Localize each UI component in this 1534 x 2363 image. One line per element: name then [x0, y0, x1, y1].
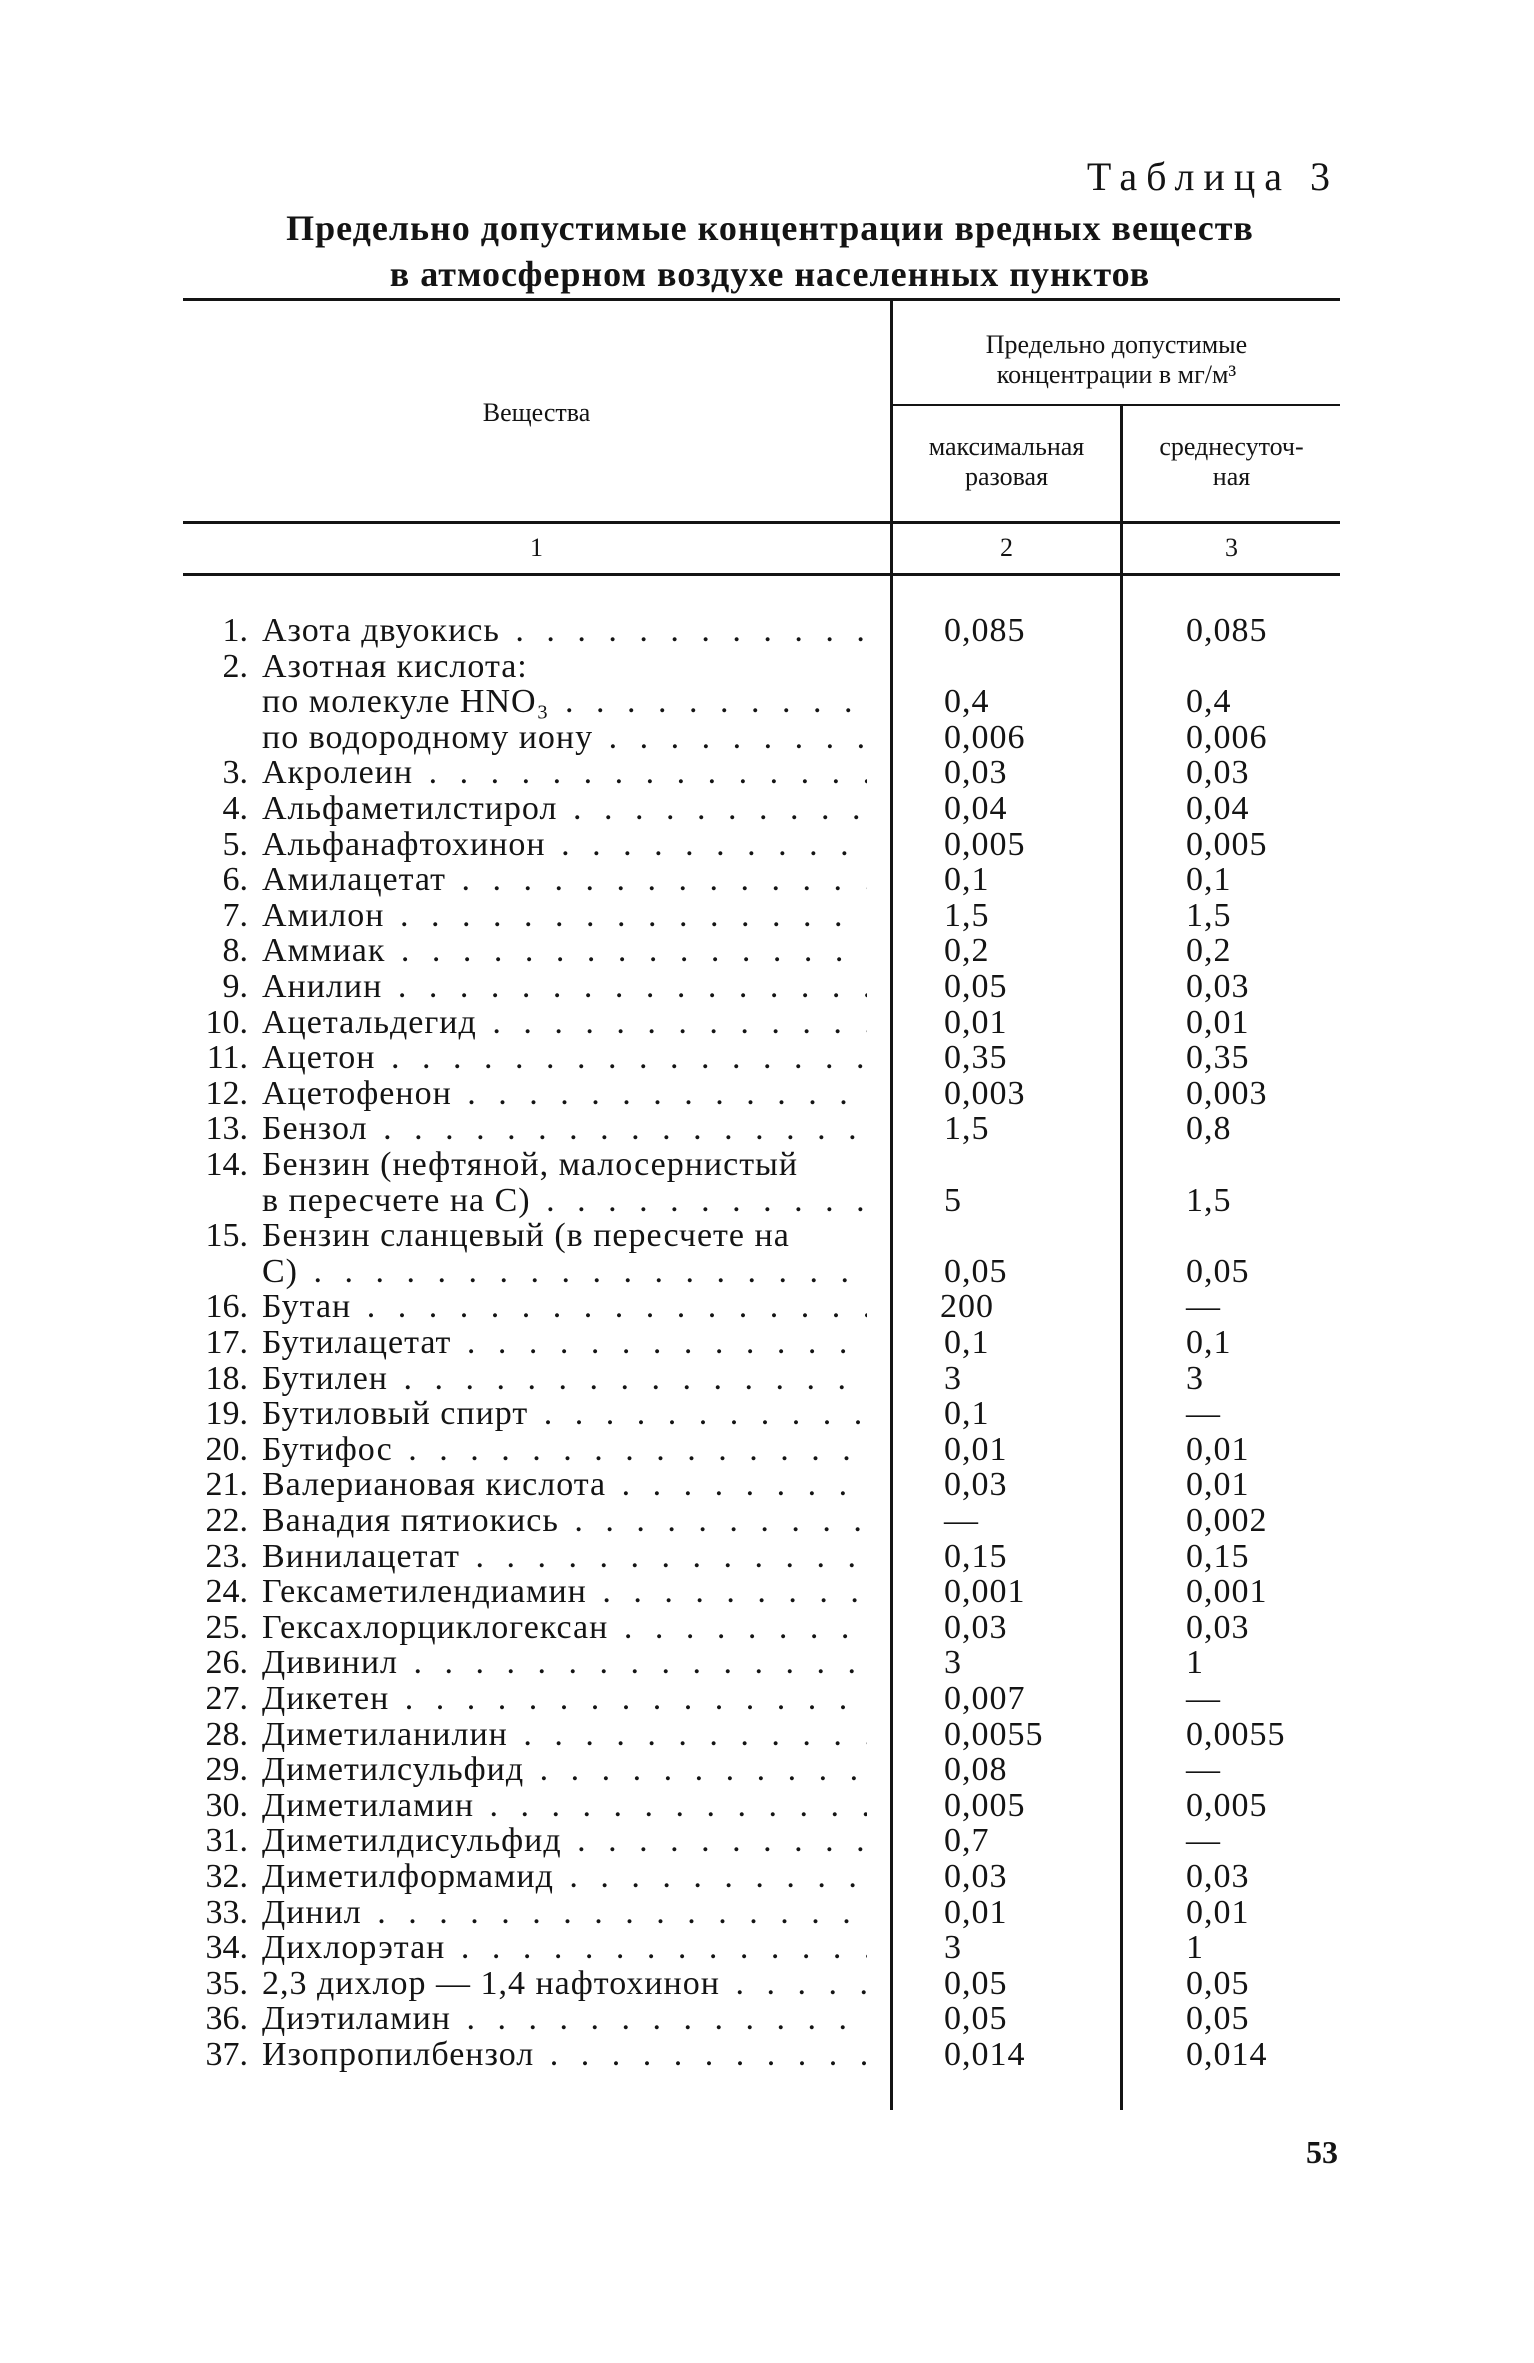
row-number: 34. [205, 1929, 248, 1967]
table-row [0, 2001, 1534, 2037]
substance-name: в пересчете на С) . . . [262, 1183, 867, 1219]
table-row [0, 613, 1534, 649]
column-number-rule [183, 573, 1340, 576]
header-concentration-group [893, 330, 1340, 390]
table-row [0, 2037, 1534, 2073]
avg-daily-value: 0,03 [1186, 754, 1250, 792]
header-avg-daily [1123, 432, 1340, 492]
table-title-line-1: Предельно допустимые концентрации вредных веществ [286, 208, 1254, 248]
max-single-value: 0,04 [944, 790, 1008, 827]
table-row [0, 1574, 1534, 1610]
table-row [0, 1111, 1534, 1147]
max-single-value: 0,01 [944, 1893, 1008, 1931]
avg-daily-value: — [1186, 1751, 1221, 1789]
max-single-value: 0,006 [944, 718, 1026, 756]
row-number: 23. [205, 1537, 248, 1575]
avg-daily-value: — [1186, 1680, 1221, 1717]
row-number: 29. [205, 1751, 248, 1789]
avg-daily-value: 1 [1186, 1644, 1204, 1682]
table-row [0, 1645, 1534, 1681]
max-single-value: 0,4 [944, 683, 990, 721]
substance-name: Валериановая кислота . . . [262, 1467, 867, 1503]
row-number: 27. [205, 1680, 248, 1717]
avg-daily-value: 1,5 [1186, 896, 1232, 934]
avg-daily-value: 0,014 [1186, 2036, 1268, 2073]
substance-name: Аммиак . . . [262, 933, 867, 969]
table-row [0, 1895, 1534, 1931]
max-single-value: 0,001 [944, 1573, 1026, 1611]
max-single-value: 0,35 [944, 1039, 1008, 1077]
row-number: 28. [205, 1715, 248, 1753]
table-row [0, 862, 1534, 898]
max-single-value: 0,0055 [944, 1715, 1044, 1753]
avg-daily-value: 0,03 [1186, 1858, 1250, 1895]
substance-name: Амилацетат . . . [262, 862, 867, 898]
row-number: 17. [205, 1324, 248, 1361]
avg-daily-value: 0,01 [1186, 1466, 1250, 1504]
row-number: 13. [205, 1110, 248, 1148]
row-number: 8. [222, 932, 248, 970]
row-number: 35. [205, 1964, 248, 2002]
header-max-line-1: максимальная [928, 432, 1085, 461]
substance-name: Бензин (нефтяной, малосернистый [262, 1147, 799, 1183]
row-number: 36. [205, 2000, 248, 2038]
avg-daily-value: 3 [1186, 1359, 1204, 1397]
row-number: 24. [205, 1573, 248, 1611]
table-row [0, 649, 1534, 685]
row-number: 9. [222, 968, 248, 1005]
avg-daily-value: — [1186, 1822, 1221, 1860]
avg-daily-value: 0,4 [1186, 683, 1232, 721]
table-row [0, 684, 1534, 720]
header-substances: Вещества [482, 398, 591, 427]
table-row [0, 1930, 1534, 1966]
substance-name: по молекуле HNO₃ . . . [262, 684, 867, 720]
table-top-rule [183, 298, 1340, 301]
avg-daily-value: 0,03 [1186, 968, 1250, 1005]
row-number: 19. [205, 1395, 248, 1433]
table-row [0, 1040, 1534, 1076]
max-single-value: 0,1 [944, 1395, 990, 1433]
substance-name: Диметиланилин . . . [262, 1717, 867, 1753]
table-row [0, 1752, 1534, 1788]
substance-name: Анилин . . . [262, 969, 867, 1005]
row-number: 16. [205, 1288, 248, 1326]
column-number-3: 3 [1225, 533, 1238, 562]
max-single-value: 0,2 [944, 932, 990, 970]
substance-name: Диэтиламин . . . [262, 2001, 867, 2037]
substance-name: Бутилен . . . [262, 1361, 867, 1397]
substance-name: Динил . . . [262, 1895, 867, 1931]
page-number: 53 [1306, 2134, 1338, 2170]
substance-name: Изопропилбензол . . . [262, 2037, 867, 2073]
header-avg-line-1: среднесуточ- [1159, 432, 1304, 461]
max-single-value: 0,05 [944, 1252, 1008, 1290]
max-single-value: 0,03 [944, 754, 1008, 792]
max-single-value: 5 [944, 1181, 962, 1219]
avg-daily-value: 0,35 [1186, 1039, 1250, 1077]
avg-daily-value: 0,8 [1186, 1110, 1232, 1148]
max-single-value: 0,003 [944, 1074, 1026, 1112]
avg-daily-value: 0,005 [1186, 825, 1268, 863]
substance-name: Дивинил . . . [262, 1645, 867, 1681]
avg-daily-value: 0,01 [1186, 1893, 1250, 1931]
substance-name: Азотная кислота: [262, 648, 528, 685]
header-concentration-line-2: концентрации в мг/м³ [996, 360, 1237, 389]
avg-daily-value: 0,01 [1186, 1430, 1250, 1468]
max-single-value: 0,005 [944, 1786, 1026, 1824]
max-single-value: 200 [940, 1288, 994, 1326]
table-row [0, 1859, 1534, 1895]
max-single-value: 0,1 [944, 861, 990, 899]
table-row [0, 1361, 1534, 1397]
row-number: 31. [205, 1822, 248, 1860]
substance-name: Ацетофенон . . . [262, 1076, 867, 1112]
avg-daily-value: 0,006 [1186, 718, 1268, 756]
max-single-value: — [944, 1502, 979, 1539]
substance-name: Гексаметилендиамин . . . [262, 1574, 867, 1610]
substance-name: Альфанафтохинон . . . [262, 827, 867, 863]
row-number: 11. [206, 1039, 248, 1077]
max-single-value: 0,007 [944, 1680, 1026, 1717]
row-number: 14. [205, 1146, 248, 1183]
table-row [0, 1681, 1534, 1717]
table-row [0, 969, 1534, 1005]
table-row [0, 827, 1534, 863]
max-single-value: 0,01 [944, 1003, 1008, 1041]
substance-name: Диметилсульфид . . . [262, 1752, 867, 1788]
max-single-value: 0,005 [944, 825, 1026, 863]
row-number: 6. [222, 861, 248, 899]
row-number: 10. [205, 1003, 248, 1041]
table-row [0, 1467, 1534, 1503]
table-row [0, 1717, 1534, 1753]
avg-daily-value: 0,05 [1186, 1964, 1250, 2002]
table-row [0, 1325, 1534, 1361]
substance-name: Диметилдисульфид . . . [262, 1823, 867, 1859]
avg-daily-value: 0,002 [1186, 1502, 1268, 1539]
table-row [0, 1076, 1534, 1112]
table-row [0, 1539, 1534, 1575]
substance-name: Бутан . . . [262, 1289, 867, 1325]
row-number: 33. [205, 1893, 248, 1931]
table-row [0, 1183, 1534, 1219]
substance-name: Ацетальдегид . . . [262, 1005, 867, 1041]
row-number: 25. [205, 1608, 248, 1646]
avg-daily-value: 1 [1186, 1929, 1204, 1967]
row-number: 26. [205, 1644, 248, 1682]
substance-name: Ацетон . . . [262, 1040, 867, 1076]
header-max-single [893, 432, 1120, 492]
substance-name: Диметилформамид . . . [262, 1859, 867, 1895]
row-number: 5. [222, 825, 248, 863]
max-single-value: 3 [944, 1359, 962, 1397]
substance-name: Ванадия пятиокись . . . [262, 1503, 867, 1539]
substance-name: Азота двуокись . . . [262, 613, 867, 649]
substance-name: Бутиловый спирт . . . [262, 1396, 867, 1432]
header-avg-line-2: ная [1212, 462, 1251, 491]
row-number: 15. [205, 1217, 248, 1255]
table-row [0, 1005, 1534, 1041]
row-number: 12. [205, 1074, 248, 1112]
avg-daily-value: 0,1 [1186, 1324, 1232, 1361]
row-number: 7. [222, 896, 248, 934]
avg-daily-value: 0,003 [1186, 1074, 1268, 1112]
max-single-value: 3 [944, 1929, 962, 1967]
header-max-line-2: разовая [964, 462, 1049, 491]
avg-daily-value: 0,05 [1186, 1252, 1250, 1290]
column-number-1: 1 [530, 533, 543, 562]
max-single-value: 0,05 [944, 968, 1008, 1005]
substance-name: С) . . . [262, 1254, 867, 1290]
substance-name: Бутилацетат . . . [262, 1325, 867, 1361]
max-single-value: 0,7 [944, 1822, 990, 1860]
max-single-value: 0,1 [944, 1324, 990, 1361]
max-single-value: 0,15 [944, 1537, 1008, 1575]
max-single-value: 0,03 [944, 1608, 1008, 1646]
table-row [0, 1432, 1534, 1468]
table-title-line-2: в атмосферном воздухе населенных пунктов [389, 254, 1151, 294]
avg-daily-value: 0,0055 [1186, 1715, 1286, 1753]
avg-daily-value: 0,15 [1186, 1537, 1250, 1575]
max-single-value: 0,01 [944, 1430, 1008, 1468]
avg-daily-value: 0,1 [1186, 861, 1232, 899]
avg-daily-value: 0,2 [1186, 932, 1232, 970]
table-row [0, 898, 1534, 934]
header-concentration-line-1: Предельно допустимые [985, 330, 1248, 359]
table-row [0, 791, 1534, 827]
avg-daily-value: 0,01 [1186, 1003, 1250, 1041]
avg-daily-value: 0,001 [1186, 1573, 1268, 1611]
avg-daily-value: 1,5 [1186, 1181, 1232, 1219]
avg-daily-value: — [1186, 1288, 1221, 1326]
table-row [0, 1254, 1534, 1290]
table-label: Таблица 3 [1086, 154, 1339, 199]
max-single-value: 0,03 [944, 1466, 1008, 1504]
max-single-value: 0,03 [944, 1858, 1008, 1895]
row-number: 20. [205, 1430, 248, 1468]
substance-name: Дихлорэтан . . . [262, 1930, 867, 1966]
avg-daily-value: 0,03 [1186, 1608, 1250, 1646]
table-row [0, 1610, 1534, 1646]
substance-name: Дикетен . . . [262, 1681, 867, 1717]
substance-name: Бензол . . . [262, 1111, 867, 1147]
substance-name: по водородному иону . . . [262, 720, 867, 756]
table-title [180, 205, 1360, 297]
max-single-value: 3 [944, 1644, 962, 1682]
avg-daily-value: 0,05 [1186, 2000, 1250, 2038]
group-header-rule [893, 404, 1340, 406]
table-row [0, 755, 1534, 791]
table-row [0, 1396, 1534, 1432]
header-bottom-rule [183, 521, 1340, 524]
substance-name: Альфаметилстирол . . . [262, 791, 867, 827]
row-number: 37. [205, 2036, 248, 2073]
row-number: 18. [205, 1359, 248, 1397]
table-row [0, 720, 1534, 756]
substance-name: Бензин сланцевый (в пересчете на [262, 1218, 790, 1255]
substance-name: 2,3 дихлор — 1,4 нафтохинон . . . [262, 1966, 867, 2002]
max-single-value: 0,05 [944, 1964, 1008, 2002]
row-number: 22. [205, 1502, 248, 1539]
table-row [0, 1147, 1534, 1183]
substance-name: Гексахлорциклогексан . . . [262, 1610, 867, 1646]
column-number-2: 2 [1000, 533, 1013, 562]
row-number: 4. [222, 790, 248, 827]
substance-name: Акролеин . . . [262, 755, 867, 791]
substance-name: Амилон . . . [262, 898, 867, 934]
row-number: 1. [222, 612, 248, 649]
avg-daily-value: 0,085 [1186, 612, 1268, 649]
substance-name: Винилацетат . . . [262, 1539, 867, 1575]
row-number: 32. [205, 1858, 248, 1895]
table-row [0, 1289, 1534, 1325]
row-number: 30. [205, 1786, 248, 1824]
row-number: 3. [222, 754, 248, 792]
substance-name: Диметиламин . . . [262, 1788, 867, 1824]
max-single-value: 0,08 [944, 1751, 1008, 1789]
substance-name: Бутифос . . . [262, 1432, 867, 1468]
table-row [0, 1966, 1534, 2002]
row-number: 21. [205, 1466, 248, 1504]
max-single-value: 1,5 [944, 896, 990, 934]
table-row [0, 1218, 1534, 1254]
max-single-value: 0,05 [944, 2000, 1008, 2038]
avg-daily-value: — [1186, 1395, 1221, 1433]
row-number: 2. [222, 647, 248, 685]
max-single-value: 0,014 [944, 2036, 1026, 2073]
table-row [0, 1788, 1534, 1824]
max-single-value: 0,085 [944, 612, 1026, 649]
table-row [0, 1823, 1534, 1859]
table-row [0, 1503, 1534, 1539]
avg-daily-value: 0,04 [1186, 790, 1250, 827]
max-single-value: 1,5 [944, 1110, 990, 1148]
avg-daily-value: 0,005 [1186, 1786, 1268, 1824]
table-row [0, 933, 1534, 969]
